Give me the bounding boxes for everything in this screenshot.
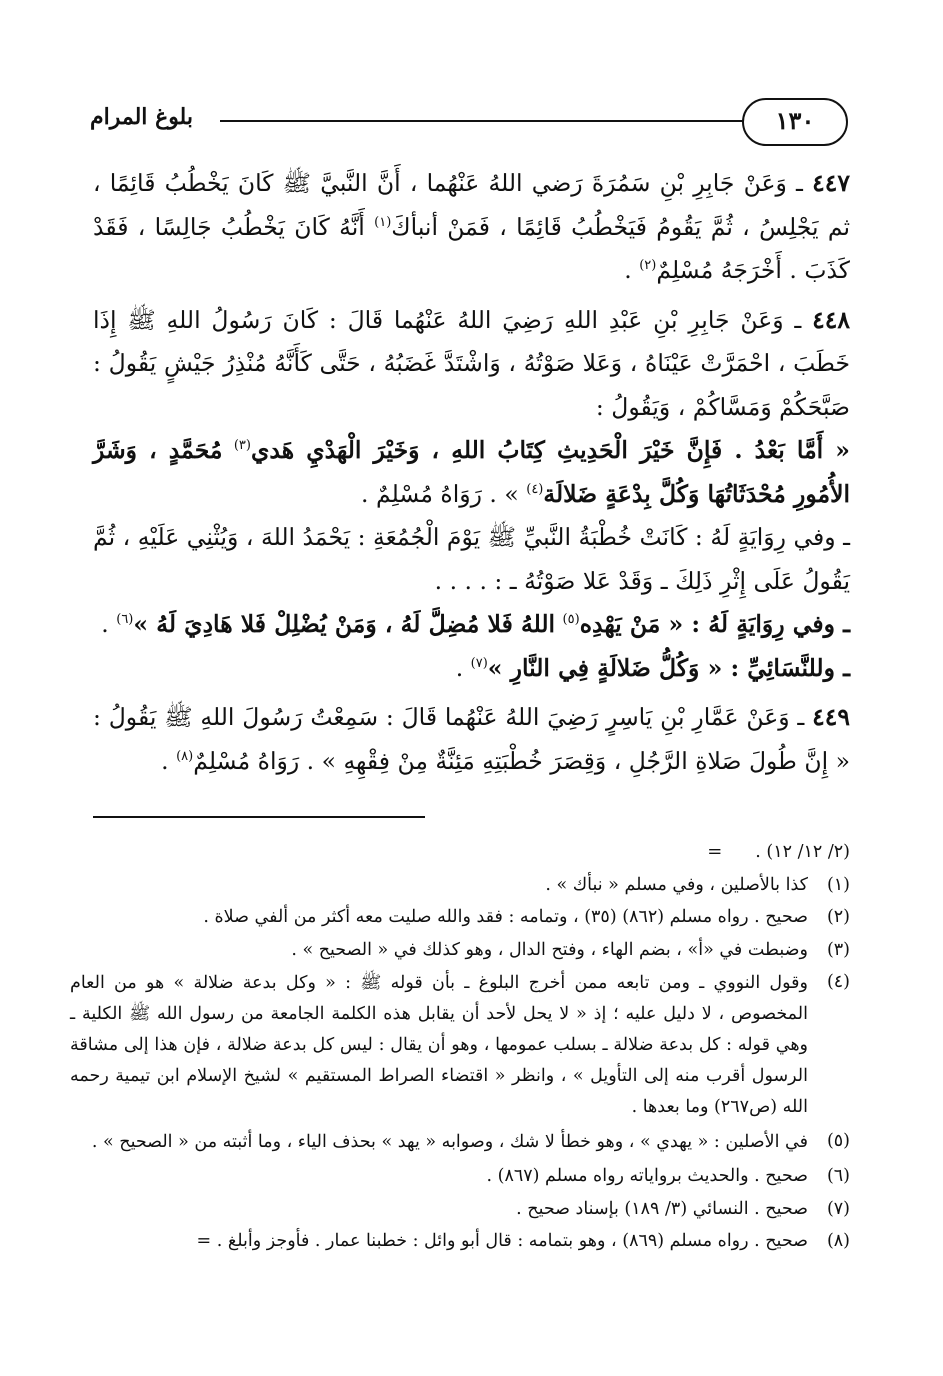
- hadith-number: ٤٤٨: [812, 305, 850, 334]
- footnote-ref[interactable]: (٣): [233, 438, 251, 454]
- page-number: ١٣٠: [742, 98, 848, 146]
- main-text: [93, 162, 850, 783]
- footnote-text: صحيح . رواه مسلم (٨٦٢) (٣٥) ، وتمامه : فقد والله صليت معه أكثر من ألفي صلاة .: [203, 907, 808, 927]
- footnote-ref[interactable]: (٦): [116, 612, 134, 628]
- page-header: [90, 98, 848, 148]
- footnote-ref[interactable]: (٢): [639, 258, 657, 274]
- hadith-447: [93, 162, 850, 293]
- footnote-text: وقول النووي ـ ومن تابعه ممن أخرج البلوغ ـ بأن قوله ﷺ : « وكل بدعة ضلالة » هو من العام المخصوص ، لا دليل عليه ؛ إذ « لا يحل لأحد أن يقابل هذه الكلمة الجامعة من رسول الله ﷺ الكلية ـ وهي قوله : كل بدعة ضلالة ـ بسلب عمومها ، وهو أن يقال : ليس كل بدعة ضلالة ، فإن هذا إلى مشاقة الرسول أقرب منه إلى التأويل » ، وانظر « اقتضاء الصراط المستقيم » لشيخ الإسلام ابن تيمية رحمه الله (ص٢٦٧) وما بعدها .: [70, 973, 808, 1117]
- hadith-text: ـ وَعَنْ جَابِرِ بْنِ عَبْدِ اللهِ رَضِيَ اللهُ عَنْهُما قَالَ : كَانَ رَسُولُ اللهِ ﷺ إِذَا خَطَبَ ، احْمَرَّتْ عَيْنَاهُ ، وَعَلا صَوْتُهُ ، وَاشْتَدَّ غَضَبُهُ ، حَتَّى كَأَنَّهُ مُنْذِرُ جَيْشٍ يَقُولُ : صَبَّحَكُمْ وَمَسَّاكُمْ ، وَيَقُولُ :: [93, 305, 850, 421]
- footnote-text: كذا بالأصلين ، وفي مسلم « نبأك » .: [545, 874, 808, 895]
- riwaya-end: .: [101, 610, 117, 638]
- nasai-text: ـ وللنَّسَائِيِّ : « وَكُلُّ ضَلالَةٍ فِي النَّارِ »: [487, 653, 850, 682]
- footnote-number: (٤): [826, 972, 850, 992]
- footnote-text: صحيح . رواه مسلم (٨٦٩) ، وهو بتمامه : قال أبو وائل : خطبنا عمار . فأوجز وأبلغ . =: [196, 1231, 808, 1251]
- footnote-number: (٥): [826, 1131, 850, 1151]
- book-title: بلوغ المرام: [90, 104, 193, 130]
- footnote-item: [70, 1227, 850, 1256]
- footnote-ref[interactable]: (٥): [562, 612, 580, 628]
- footnotes: [70, 838, 850, 1256]
- riwaya-text: اللهُ فَلا مُضِلَّ لَهُ ، وَمَنْ يُضْلِلْ فَلا هَادِيَ لَهُ »: [133, 610, 556, 638]
- hadith-449: [93, 696, 850, 783]
- footnote-number: (٨): [826, 1231, 850, 1251]
- footnote-text: صحيح . والحديث برواياته رواه مسلم (٨٦٧) .: [486, 1166, 808, 1186]
- footnote-item: [70, 903, 850, 932]
- continuation-mark: =: [707, 841, 723, 862]
- footnote-item: [70, 1162, 850, 1191]
- riwaya-text: ـ وفي رِوَايَةٍ لَهُ : « مَنْ يَهْدِه: [579, 610, 850, 638]
- footnote-item: [70, 1195, 850, 1224]
- hadith-end: .: [624, 256, 640, 284]
- footnote-number: (٣): [826, 939, 850, 960]
- footnote-number: (٢): [826, 907, 850, 927]
- footnote-ref[interactable]: (٤): [526, 481, 544, 497]
- continuation-text: (٢/ ١٢/ ١٢) .: [755, 842, 850, 862]
- footnote-item: [70, 871, 850, 900]
- footnote-item: [70, 936, 850, 965]
- hadith-number: ٤٤٩: [812, 703, 850, 731]
- footnote-text: وضبطت في «أ» ، بضم الهاء ، وفتح الدال ، وهو كذلك في « الصحيح » .: [291, 939, 808, 960]
- footnote-continuation: [70, 838, 850, 867]
- footnote-item: [70, 1127, 850, 1158]
- hadith-448: [93, 299, 850, 691]
- hadith-text: ـ وَعَنْ جَابِرِ بْنِ سَمُرَةَ رَضي اللهُ عَنْهُما ، أَنَّ النَّبيَّ ﷺ كَانَ يَخْطُبُ قَائِمًا ، ثم يَجْلِسُ ، ثُمَّ يَقُومُ فَيَخْطُبُ قَائِمًا ، فَمَنْ أنبأكَ: [93, 169, 850, 241]
- hadith-quote: مُحَمَّدٍ ، وَشَرَّ الأُمُورِ مُحْدَثَاتُهَا وَكُلَّ بِدْعَةٍ ضَلالَة: [93, 436, 850, 508]
- footnote-number: (١): [826, 874, 850, 895]
- hadith-quote: « أَمَّا بَعْدُ . فَإِنَّ خَيْرَ الْحَدِيثِ كِتَابُ اللهِ ، وَخَيْرَ الْهَدْيِ هَدي: [250, 436, 850, 464]
- footnote-text: في الأصلين : « يهدي » ، وهو خطأ لا شك ، وصوابه « يهد » بحذف الياء ، وما أثبته من « الصحيح » .: [91, 1132, 808, 1152]
- footnote-ref[interactable]: (٧): [470, 655, 488, 671]
- footnote-number: (٦): [826, 1166, 850, 1186]
- footnote-separator: [93, 816, 425, 818]
- footnote-ref[interactable]: (٨): [176, 748, 194, 764]
- hadith-quote-end: » . رَوَاهُ مُسْلِمٌ .: [361, 479, 519, 508]
- riwaya-text: ـ وفي رِوَايَةٍ لَهُ : كَانَتْ خُطْبَةُ النَّبيِّ ﷺ يَوْمَ الْجُمُعَةِ : يَحْمَدُ اللهَ ، وَيُثْنِي عَلَيْهِ ، ثُمَّ يَقُولُ عَلَى إِثْرِ ذَلِكَ ـ وَقَدْ عَلا صَوْتُهُ ـ : . . . .: [93, 523, 850, 595]
- footnote-ref[interactable]: (١): [374, 214, 392, 230]
- hadith-text: ـ وَعَنْ عَمَّارِ بْنِ يَاسِرٍ رَضِيَ اللهُ عَنْهُما قَالَ : سَمِعْتُ رَسُولَ اللهِ ﷺ يَقُولُ : « إِنَّ طُولَ صَلاةِ الرَّجُلِ ، وَقِصَرَ خُطْبَتِهِ مَئِنَّةٌ مِنْ فِقْهِهِ » . رَوَاهُ مُسْلِمٌ: [93, 703, 850, 775]
- footnote-number: (٧): [826, 1198, 850, 1219]
- hadith-end: .: [161, 746, 177, 775]
- header-rule: [220, 120, 744, 122]
- nasai-end: .: [455, 653, 471, 682]
- hadith-text: أَنَّهُ كَانَ يَخْطُبُ جَالِسًا ، فَقَدْ كَذَبَ . أَخْرَجَهُ مُسْلِمٌ: [93, 212, 850, 284]
- footnote-text: صحيح . النسائي (٣/ ١٨٩) بإسناد صحيح .: [516, 1198, 808, 1219]
- footnote-item: [70, 968, 850, 1123]
- hadith-number: ٤٤٧: [812, 169, 850, 197]
